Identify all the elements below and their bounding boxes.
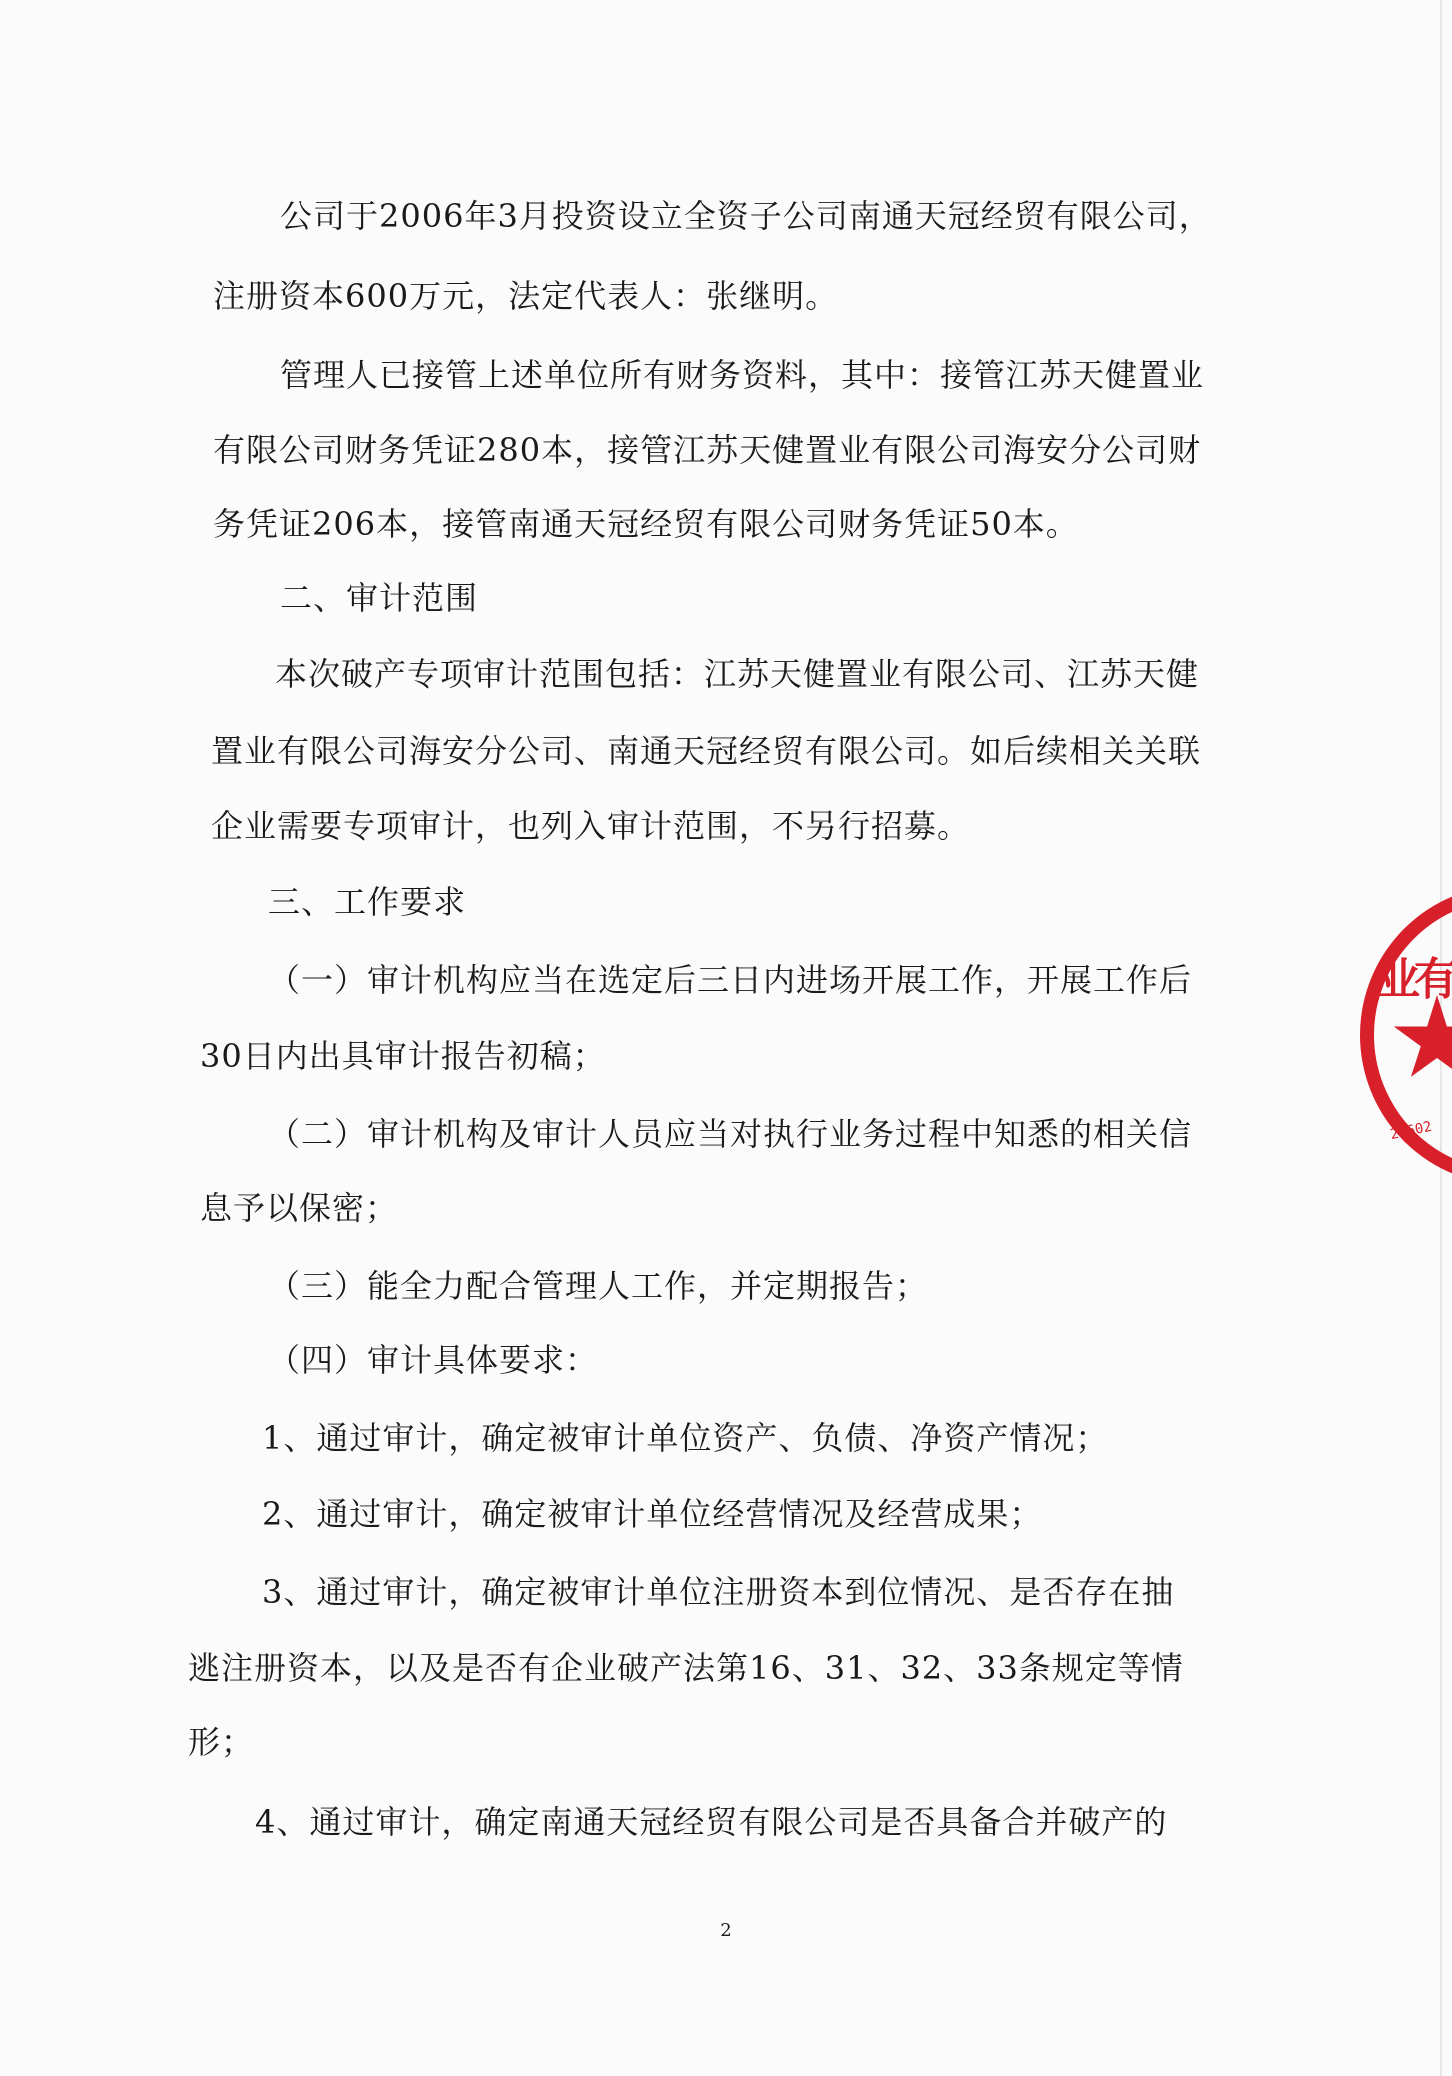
seal-number: 20602 — [1388, 1118, 1434, 1144]
paragraph-line: 企业需要专项审计，也列入审计范围，不另行招募。 — [211, 807, 971, 845]
paragraph-line: 本次破产专项审计范围包括：江苏天健置业有限公司、江苏天健 — [275, 655, 1200, 693]
paragraph-line: （二）审计机构及审计人员应当对执行业务过程中知悉的相关信 — [268, 1115, 1193, 1153]
paragraph-line: 息予以保密； — [200, 1189, 399, 1227]
company-seal — [1360, 885, 1452, 1185]
list-item-continuation: 形； — [188, 1723, 255, 1761]
seal-text: 业有 — [1376, 954, 1452, 1005]
paragraph-line: 置业有限公司海安分公司、南通天冠经贸有限公司。如后续相关关联 — [211, 732, 1202, 770]
page-number: 2 — [720, 1920, 732, 1941]
paragraph-line: （四）审计具体要求： — [268, 1341, 599, 1379]
section-heading: 二、审计范围 — [280, 579, 479, 617]
paragraph-line: （三）能全力配合管理人工作，并定期报告； — [268, 1267, 929, 1305]
paragraph-line: 公司于2006年3月投资设立全资子公司南通天冠经贸有限公司， — [280, 197, 1212, 235]
paragraph-line: 务凭证206本，接管南通天冠经贸有限公司财务凭证50本。 — [213, 505, 1079, 543]
paragraph-line: 有限公司财务凭证280本，接管江苏天健置业有限公司海安分公司财 — [213, 431, 1202, 469]
list-item: 1、通过审计，确定被审计单位资产、负债、净资产情况； — [262, 1419, 1109, 1457]
paragraph-line: （一）审计机构应当在选定后三日内进场开展工作，开展工作后 — [268, 961, 1193, 999]
list-item: 4、通过审计，确定南通天冠经贸有限公司是否具备合并破产的 — [255, 1803, 1168, 1841]
paragraph-line: 注册资本600万元，法定代表人：张继明。 — [213, 277, 839, 315]
paragraph-line: 30日内出具审计报告初稿； — [200, 1037, 606, 1075]
list-item: 3、通过审计，确定被审计单位注册资本到位情况、是否存在抽 — [262, 1573, 1175, 1611]
list-item: 2、通过审计，确定被审计单位经营情况及经营成果； — [262, 1495, 1043, 1533]
section-heading: 三、工作要求 — [268, 883, 467, 921]
paragraph-line: 管理人已接管上述单位所有财务资料，其中：接管江苏天健置业 — [280, 356, 1205, 394]
list-item-continuation: 逃注册资本，以及是否有企业破产法第16、31、32、33条规定等情 — [188, 1649, 1184, 1687]
